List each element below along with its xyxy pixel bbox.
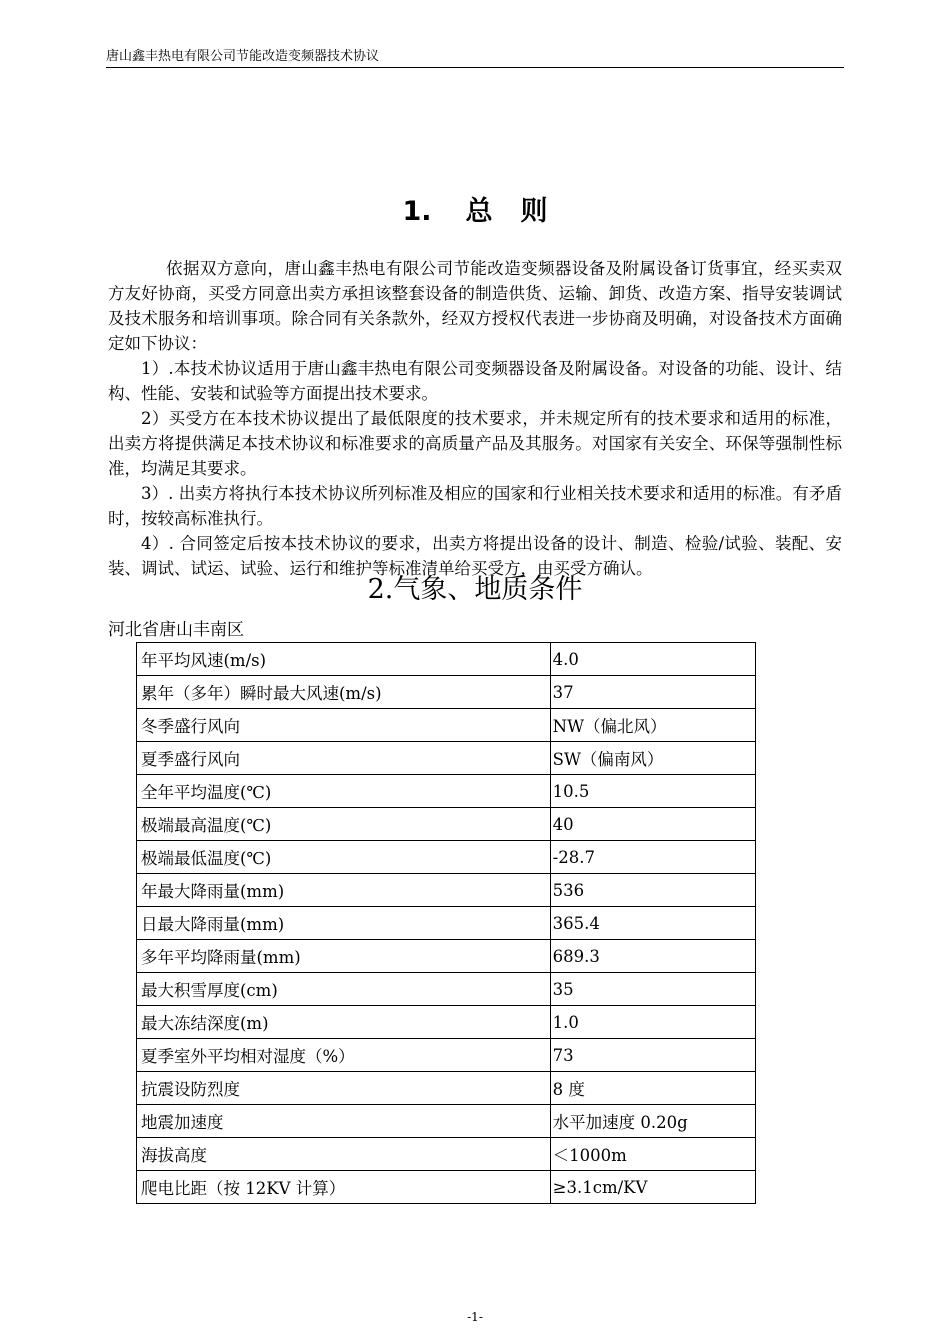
table-cell-value: 8 度 — [550, 1072, 755, 1105]
table-cell-value: ＜1000m — [550, 1138, 755, 1171]
table-row — [137, 1006, 756, 1039]
table-cell-label: 多年平均降雨量(mm) — [137, 940, 551, 973]
table-cell-value: 73 — [550, 1039, 755, 1072]
table-cell-value: -28.7 — [550, 841, 755, 874]
table-row — [137, 1138, 756, 1171]
table-cell-label: 最大积雪厚度(cm) — [137, 973, 551, 1006]
climate-table-body — [137, 643, 756, 1204]
table-row — [137, 808, 756, 841]
table-row — [137, 775, 756, 808]
table-cell-value: NW（偏北风） — [550, 709, 755, 742]
table-row — [137, 1105, 756, 1138]
section-1-title — [0, 192, 950, 232]
table-cell-value: 40 — [550, 808, 755, 841]
table-cell-label: 极端最高温度(℃) — [137, 808, 551, 841]
table-cell-label: 夏季室外平均相对湿度（%） — [137, 1039, 551, 1072]
table-cell-value: 37 — [550, 676, 755, 709]
table-cell-label: 日最大降雨量(mm) — [137, 907, 551, 940]
paragraph-clause-4: 4）. 合同签定后按本技术协议的要求，出卖方将提出设备的设计、制造、检验/试验、装配、安装、调试、试运、试验、运行和维护等标准清单给买受方，由买受方确认。 — [108, 534, 842, 578]
table-cell-value: 10.5 — [550, 775, 755, 808]
table-row — [137, 940, 756, 973]
table-cell-value: 689.3 — [550, 940, 755, 973]
location-text: 河北省唐山丰南区 — [108, 620, 244, 640]
table-cell-value: ≥3.1cm/KV — [550, 1171, 755, 1204]
table-row — [137, 973, 756, 1006]
climate-table — [136, 642, 756, 1204]
section-2-title: 2.气象、地质条件 — [367, 574, 583, 605]
table-cell-value: 4.0 — [550, 643, 755, 676]
table-row — [137, 907, 756, 940]
section-1-body — [108, 256, 842, 581]
table-cell-value: 365.4 — [550, 907, 755, 940]
table-cell-value: 1.0 — [550, 1006, 755, 1039]
section-1-title-char-a: 总 — [465, 196, 493, 227]
page-number: -1- — [467, 1310, 483, 1324]
table-cell-label: 年最大降雨量(mm) — [137, 874, 551, 907]
table-cell-label: 抗震设防烈度 — [137, 1072, 551, 1105]
section-1-number: 1. — [402, 196, 432, 227]
table-row — [137, 643, 756, 676]
table-row — [137, 841, 756, 874]
table-cell-value: 35 — [550, 973, 755, 1006]
table-row — [137, 709, 756, 742]
table-cell-label: 冬季盛行风向 — [137, 709, 551, 742]
table-cell-label: 海拔高度 — [137, 1138, 551, 1171]
table-cell-label: 全年平均温度(℃) — [137, 775, 551, 808]
table-row — [137, 1039, 756, 1072]
table-cell-label: 累年（多年）瞬时最大风速(m/s) — [137, 676, 551, 709]
paragraph-clause-2: 2）买受方在本技术协议提出了最低限度的技术要求，并未规定所有的技术要求和适用的标准，出卖方将提供满足本技术协议和标准要求的高质量产品及其服务。对国家有关安全、环保等强制性标准，均满足其要求。 — [108, 409, 842, 478]
table-cell-value: 水平加速度 0.20g — [550, 1105, 755, 1138]
table-cell-label: 夏季盛行风向 — [137, 742, 551, 775]
table-cell-label: 极端最低温度(℃) — [137, 841, 551, 874]
table-cell-label: 年平均风速(m/s) — [137, 643, 551, 676]
table-cell-label: 地震加速度 — [137, 1105, 551, 1138]
paragraph-intro: 依据双方意向，唐山鑫丰热电有限公司节能改造变频器设备及附属设备订货事宜，经买卖双方友好协商，买受方同意出卖方承担该整套设备的制造供货、运输、卸货、改造方案、指导安装调试及技术服务和培训事项。除合同有关条款外，经双方授权代表进一步协商及明确，对设备技术方面确定如下协议： — [108, 259, 842, 353]
table-cell-value: SW（偏南风） — [550, 742, 755, 775]
table-row — [137, 1171, 756, 1204]
paragraph-clause-3: 3）. 出卖方将执行本技术协议所列标准及相应的国家和行业相关技术要求和适用的标准。有矛盾时，按较高标准执行。 — [108, 484, 842, 528]
page-header: 唐山鑫丰热电有限公司节能改造变频器技术协议 — [106, 48, 844, 68]
table-row — [137, 874, 756, 907]
table-cell-label: 最大冻结深度(m) — [137, 1006, 551, 1039]
table-row — [137, 1072, 756, 1105]
table-cell-label: 爬电比距（按 12KV 计算） — [137, 1171, 551, 1204]
paragraph-clause-1: 1）.本技术协议适用于唐山鑫丰热电有限公司变频器设备及附属设备。对设备的功能、设计、结构、性能、安装和试验等方面提出技术要求。 — [108, 359, 842, 403]
table-row — [137, 676, 756, 709]
table-row — [137, 742, 756, 775]
table-cell-value: 536 — [550, 874, 755, 907]
section-1-title-char-b: 则 — [520, 196, 548, 227]
